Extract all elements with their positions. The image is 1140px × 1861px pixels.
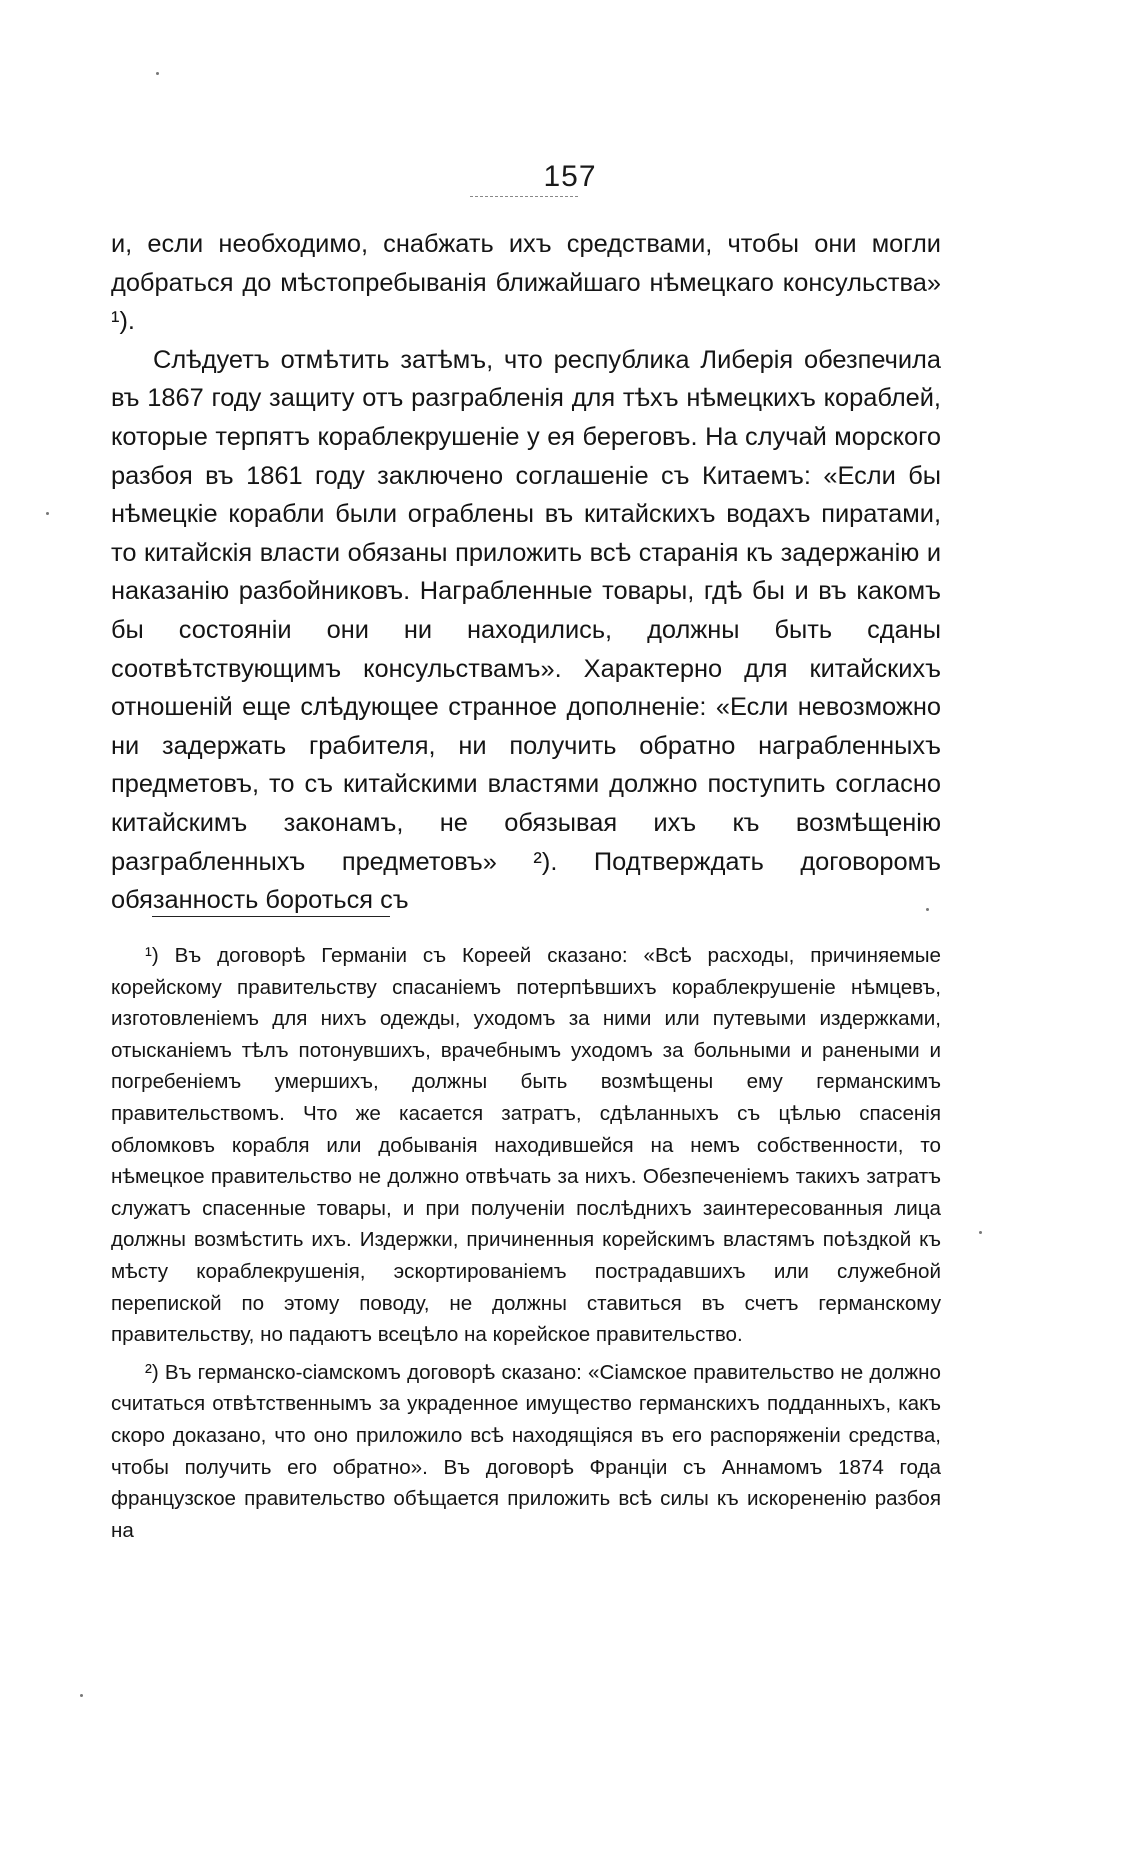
scan-speck (46, 512, 49, 515)
scan-speck (156, 72, 159, 75)
scan-speck (979, 1231, 982, 1234)
page-number-underline (470, 196, 578, 197)
scan-speck (80, 1694, 83, 1697)
scan-speck (926, 908, 929, 911)
footnote-2-marker: ²) (145, 1360, 159, 1384)
footnote-2-text: Въ германско-сіамскомъ договорѣ сказано: «Сіамское правительство не должно считаться отвѣтственнымъ за украденное имущество германскихъ подданныхъ, какъ скоро доказано, что оно приложило всѣ находящіяся въ его распоряженіи средства, чтобы получить его обратно». Въ договорѣ Франціи съ Аннамомъ 1874 года французское правительство обѣщается приложить всѣ силы къ искорененію разбоя на (111, 1360, 941, 1542)
footnote-1 (111, 940, 941, 1351)
footnote-2 (111, 1357, 941, 1547)
paragraph-continuation: и, если необходимо, снабжать ихъ средствами, чтобы они могли добраться до мѣстопребыванія ближайшаго нѣмецкаго консульства» ¹). (111, 230, 941, 336)
paragraph-liberia-china: Слѣдуетъ отмѣтить затѣмъ, что республика Либерія обезпечила въ 1867 году защиту отъ разграбленія для тѣхъ нѣмецкихъ кораблей, которые терпятъ кораблекрушеніе у ея береговъ. На случай морского разбоя въ 1861 году заключено соглашеніе съ Китаемъ: «Если бы нѣмецкіе корабли были ограблены въ китайскихъ водахъ пиратами, то китайскія власти обязаны приложить всѣ старанія къ задержанію и наказанію разбойниковъ. Награбленные товары, гдѣ бы и въ какомъ бы состояніи они ни находились, должны быть сданы соотвѣтствующимъ консульствамъ». Характерно для китайскихъ отношеній еще слѣдующее странное дополненіе: «Если невозможно ни задержать грабителя, ни получить обратно награбленныхъ предметовъ, то съ китайскими властями должно поступить согласно китайскимъ законамъ, не обязывая ихъ къ возмѣщенію разграбленныхъ предметовъ» ²). Подтверждать договоромъ обязанность бороться съ (111, 345, 941, 915)
footnote-1-text: Въ договорѣ Германіи съ Кореей сказано: «Всѣ расходы, причиняемые корейскому правительству спасаніемъ потерпѣвшихъ кораблекрушеніе нѣмцевъ, изготовленіемъ для нихъ одежды, уходомъ за ними или путевыми издержками, отысканіемъ тѣлъ потонувшихъ, врачебнымъ уходомъ за больными и ранеными и погребеніемъ умершихъ, должны быть возмѣщены ему германскимъ правительствомъ. Что же касается затратъ, сдѣланныхъ съ цѣлью спасенія обломковъ корабля или добыванія находившейся на немъ собственности, то нѣмецкое правительство не должно отвѣчать за нихъ. Обезпеченіемъ такихъ затратъ служатъ спасенные товары, и при полученіи послѣднихъ заинтересованныя лица должны возмѣстить ихъ. Издержки, причиненныя корейскимъ властямъ поѣздкой къ мѣсту кораблекрушенія, эскортированіемъ пострадавшихъ или служебной перепиской по этому поводу, не должны ставиться въ счетъ германскому правительству, но падаютъ всецѣло на корейское правительство. (111, 944, 941, 1347)
footnote-1-marker: ¹) (145, 944, 159, 967)
footnotes (111, 940, 941, 1546)
main-text (111, 225, 941, 920)
page-number: 157 (543, 160, 597, 193)
footnote-divider (152, 916, 390, 917)
